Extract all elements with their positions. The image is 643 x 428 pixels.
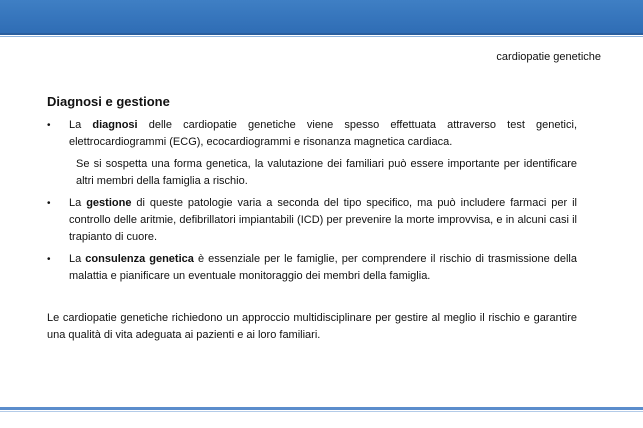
item-text-pre: La	[69, 197, 87, 209]
item-keyword: gestione	[86, 197, 132, 209]
header-title: cardiopatie genetiche	[496, 51, 601, 63]
bullet-icon: •	[47, 120, 51, 131]
section-title: Diagnosi e gestione	[47, 94, 170, 109]
bottom-divider-thin	[0, 411, 643, 412]
item-keyword: consulenza genetica	[85, 253, 194, 265]
top-banner	[0, 0, 643, 33]
item-text-pre: La	[69, 119, 93, 131]
top-divider	[0, 33, 643, 35]
bullet-icon: •	[47, 254, 51, 265]
item-text-pre: La	[69, 253, 86, 265]
content-body	[47, 117, 577, 344]
bottom-divider	[0, 407, 643, 410]
list-item-diagnosi	[47, 117, 577, 151]
conclusion-paragraph: Le cardiopatie genetiche richiedono un approccio multidisciplinare per gestire al meglio il rischio e garantire una qualità di vita adeguata ai pazienti e ai loro familiari.	[47, 312, 577, 341]
bullet-icon: •	[47, 198, 51, 209]
list-item-consulenza	[47, 251, 577, 285]
list-item-subtext: Se si sospetta una forma genetica, la valutazione dei familiari può essere importante per identificare altri membri della famiglia a rischio.	[76, 158, 577, 187]
top-divider-thin	[0, 36, 643, 37]
item-text-post: delle cardiopatie genetiche viene spesso effettuata attraverso test genetici, elettrocardiogrammi (ECG), ecocardiogrammi e risonanza magnetica cardiaca.	[69, 119, 577, 148]
item-text-post: è essenziale per le famiglie, per comprendere il rischio di trasmissione della malattia e pianificare un eventuale monitoraggio dei membri della famiglia.	[69, 253, 577, 282]
item-keyword: diagnosi	[92, 119, 138, 131]
list-item-gestione	[47, 195, 577, 246]
item-text-post: di queste patologie varia a seconda del tipo specifico, ma può includere farmaci per il controllo delle aritmie, defibrillatori impiantabili (ICD) per prevenire la morte improvvisa, e in alcuni casi il trapianto di cuore.	[69, 197, 577, 243]
